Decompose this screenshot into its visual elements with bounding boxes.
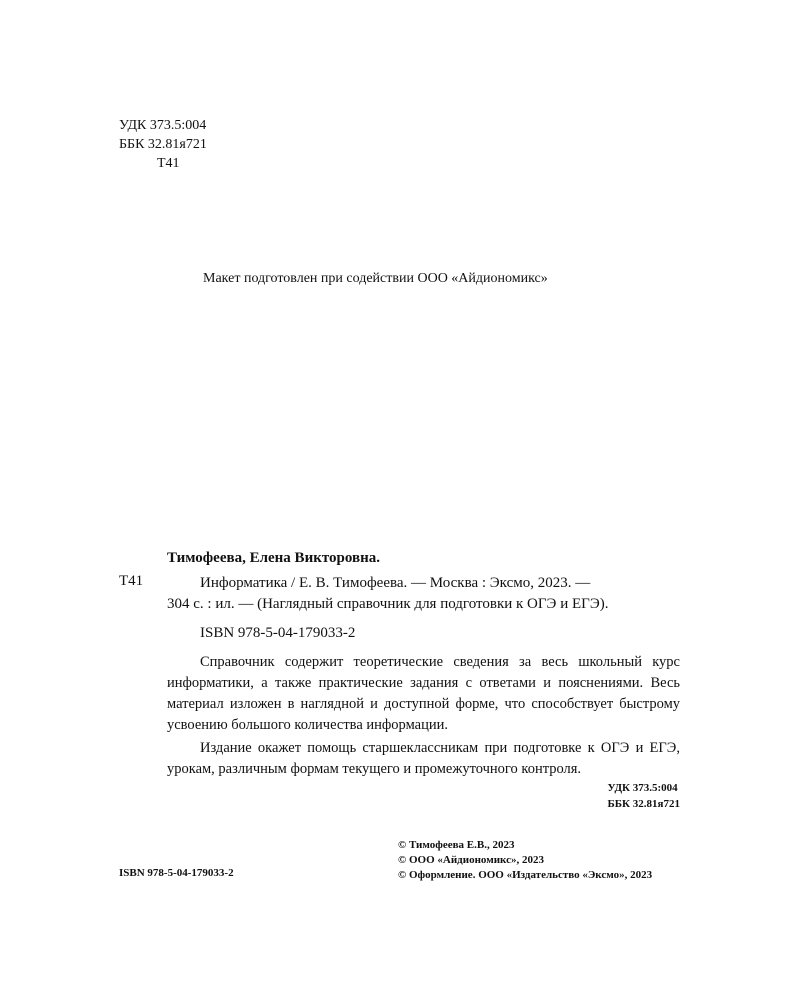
prepared-note: Макет подготовлен при содействии ООО «Айдиономикс» xyxy=(203,271,548,286)
bbk-code: ББК 32.81я721 xyxy=(119,137,207,152)
cutter-code-bib: Т41 xyxy=(119,573,144,589)
copyright-line: © ООО «Айдиономикс», 2023 xyxy=(398,854,544,866)
bibliographic-description xyxy=(167,573,680,615)
annotation-paragraph-2: Издание окажет помощь старшеклассникам при подготовке к ОГЭ и ЕГЭ, урокам, различным формам текущего и промежуточного контроля. xyxy=(167,740,680,777)
author-heading: Тимофеева, Елена Викторовна. xyxy=(167,550,380,566)
annotation xyxy=(167,652,680,780)
bottom-bbk-code: ББК 32.81я721 xyxy=(607,798,680,810)
copyright-line: © Тимофеева Е.В., 2023 xyxy=(398,839,515,851)
cutter-code-top: Т41 xyxy=(157,156,180,171)
bib-description-line2: 304 с. : ил. — (Наглядный справочник для подготовки к ОГЭ и ЕГЭ). xyxy=(167,596,609,612)
isbn-bottom: ISBN 978-5-04-179033-2 xyxy=(119,867,234,879)
isbn-main: ISBN 978-5-04-179033-2 xyxy=(200,625,356,641)
annotation-paragraph-1: Справочник содержит теоретические сведения за весь школьный курс информатики, а также практические задания с ответами и пояснениями. Весь материал изложен в наглядной и доступной форме, что способствует быстрому усвоению большого количества информации. xyxy=(167,654,680,733)
top-classification-block xyxy=(119,116,207,173)
copyright-block xyxy=(398,838,652,883)
bottom-udk-code: УДК 373.5:004 xyxy=(607,782,678,794)
bottom-classification-block xyxy=(608,780,680,812)
copyright-line: © Оформление. ООО «Издательство «Эксмо», 2023 xyxy=(398,869,653,881)
bib-description-line1: Информатика / Е. В. Тимофеева. — Москва : Эксмо, 2023. — xyxy=(200,575,591,591)
udk-code: УДК 373.5:004 xyxy=(119,118,207,133)
